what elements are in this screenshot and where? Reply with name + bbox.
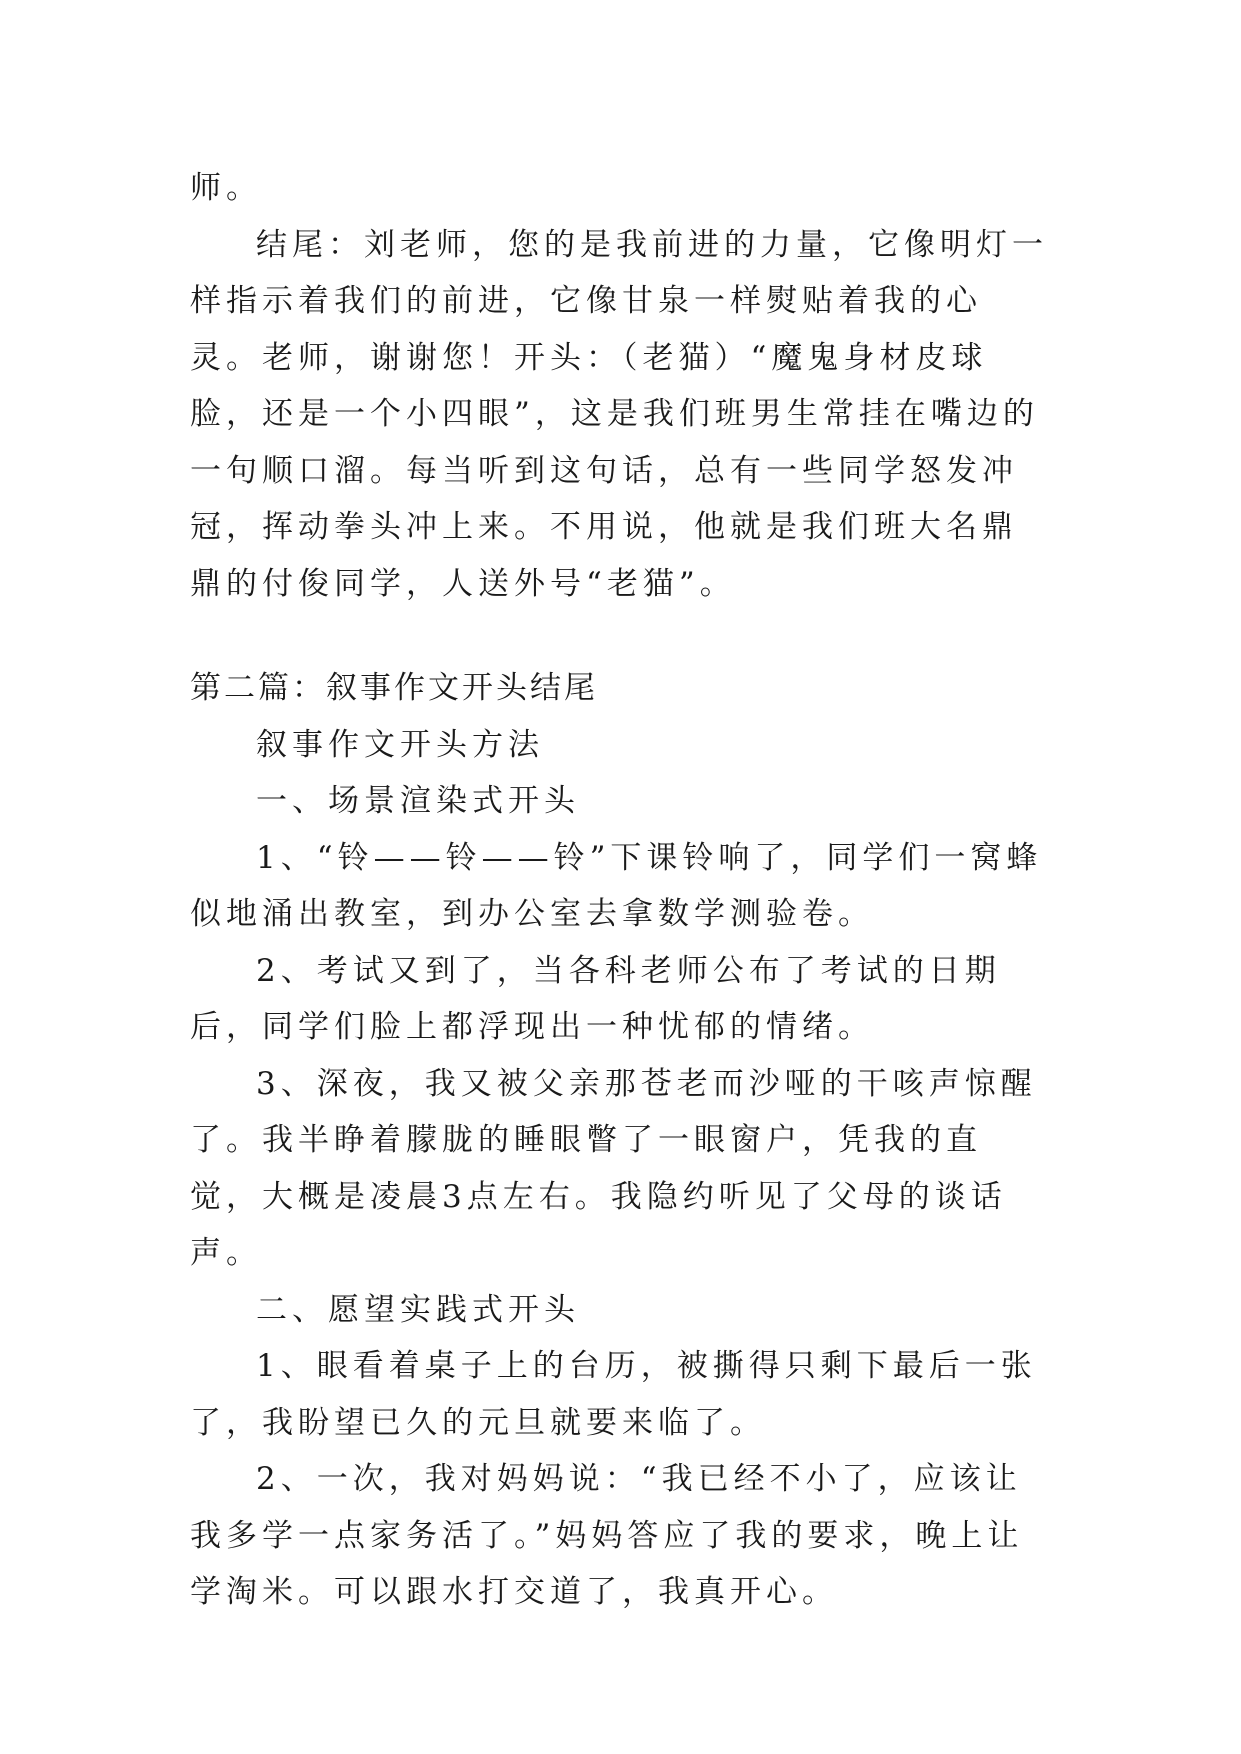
paragraph-continuation: 师。 [190, 170, 262, 206]
list-item-scene-2: 2、考试又到了，当各科老师公布了考试的日期后，同学们脸上都浮现出一种忧郁的情绪。 [190, 952, 1001, 1045]
document-body [190, 160, 1050, 1621]
paragraph-ending: 结尾：刘老师，您的是我前进的力量，它像明灯一样指示着我们的前进，它像甘泉一样熨贴着我的心灵。老师，谢谢您！开头：（老猫）“魔鬼身材皮球脸，还是一个小四眼”，这是我们班男生常挂在嘴边的一句顺口溜。每当听到这句话，总有一些同学怒发冲冠，挥动拳头冲上来。不用说，他就是我们班大名鼎鼎的付俊同学，人送外号“老猫”。 [190, 226, 1048, 602]
list-item-wish-2: 2、一次，我对妈妈说：“我已经不小了，应该让我多学一点家务活了。”妈妈答应了我的要求，晚上让学淘米。可以跟水打交道了，我真开心。 [190, 1461, 1024, 1610]
subheading-methods: 叙事作文开头方法 [256, 726, 544, 763]
list-item-scene-1: 1、“铃——铃——铃”下课铃响了，同学们一窝蜂似地涌出教室，到办公室去拿数学测验卷。 [190, 839, 1043, 932]
subheading-scene: 一、场景渲染式开头 [256, 783, 580, 819]
list-item-wish-1: 1、眼看着桌子上的台历，被撕得只剩下最后一张了，我盼望已久的元旦就要来临了。 [190, 1348, 1037, 1441]
list-item-scene-3: 3、深夜，我又被父亲那苍老而沙哑的干咳声惊醒了。我半睁着朦胧的睡眼瞥了一眼窗户，凭我的直觉，大概是凌晨3点左右。我隐约听见了父母的谈话声。 [190, 1065, 1037, 1271]
section-title: 第二篇：叙事作文开头结尾 [190, 670, 598, 706]
subheading-wish: 二、愿望实践式开头 [256, 1291, 580, 1328]
section-gap [190, 612, 1050, 660]
